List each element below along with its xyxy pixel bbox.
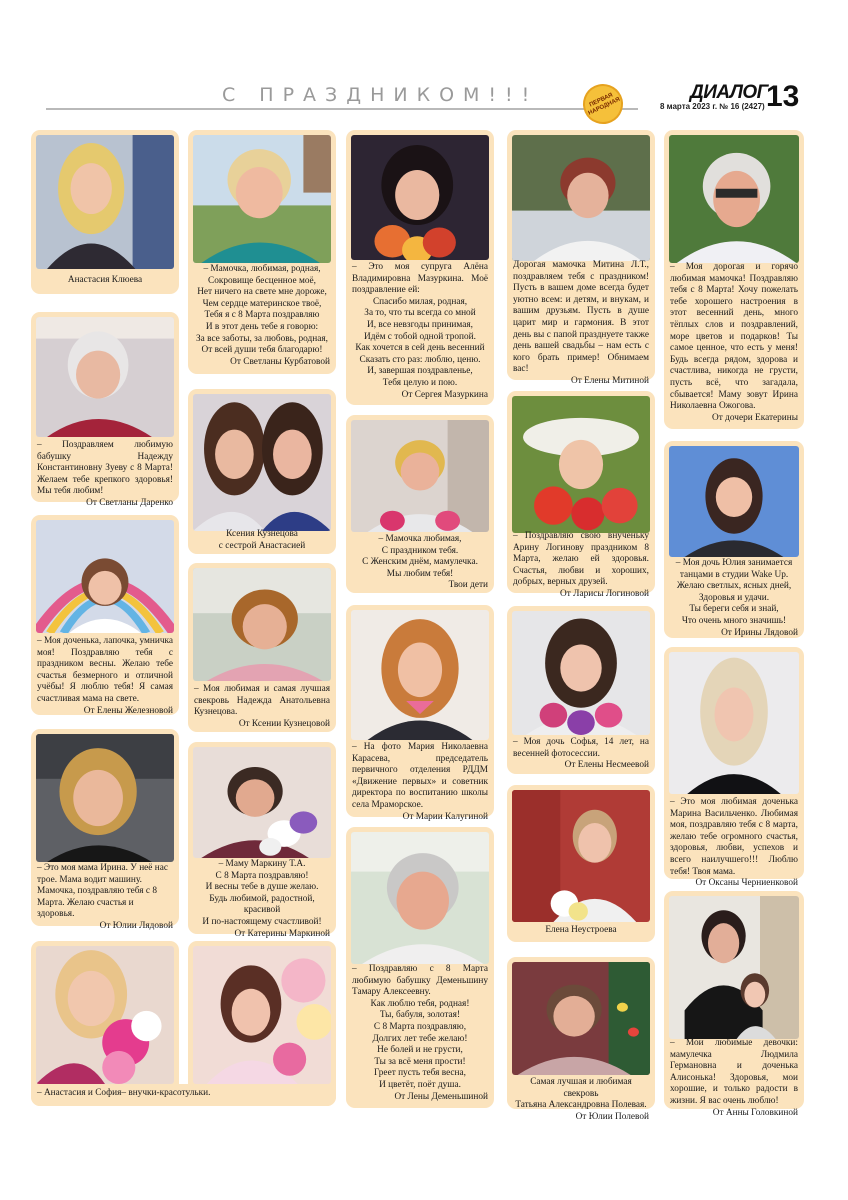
- portrait-photo: [512, 396, 650, 533]
- greeting-poem: – Мамочка, любимая, родная, Сокровище бесценное моё, Нет ничего на свете мне дороже, Чем сердце материнское твоё, Тебя я с 8 Марта поздравляю И в этот день тебе я говорю: За все заботы, за любовь, родная, От всей души тебя благодарю!: [196, 264, 328, 356]
- issue-date: 8 марта 2023 г. № 16 (2427): [660, 102, 765, 111]
- portrait-photo: [512, 611, 650, 735]
- greeting-card: [188, 130, 336, 374]
- greeting-signature: От Ларисы Логиновой: [560, 588, 649, 599]
- portrait-photo: [512, 135, 650, 261]
- caption-strip: [31, 1084, 336, 1106]
- greeting-poem: – Маму Маркину Т.А. С 8 Марта поздравляю! И весны тебе в душе желаю. Будь любимой, радостной, красивой И по-настоящему счастливой!: [202, 859, 322, 927]
- greeting-text: – Это моя любимая доченька Марина Васильченко. Любимая моя, поздравляю тебя с 8 марта, желаю тебе огромного счастья, здоровья, любви, успехов и всего наилучшего!!! Люблю тебя! Твоя мама.: [670, 797, 798, 877]
- portrait-photo: [512, 962, 650, 1075]
- greeting-signature: От Елены Несмеевой: [564, 760, 649, 771]
- greeting-text: – Моя дочь Софья, 14 лет, на весенней фотосессии.: [513, 737, 649, 759]
- greeting-card: [188, 742, 336, 939]
- greeting-card: [346, 130, 494, 405]
- greeting-card: [507, 391, 655, 599]
- newspaper-badge-logo: [576, 77, 629, 130]
- greeting-card: [346, 605, 494, 822]
- portrait-photo: [193, 394, 331, 531]
- greeting-text: – На фото Мария Николаевна Карасева, председатель первичного отделения РДДМ «Движение первых» и советник директора по воспитанию школы села Мраморское.: [352, 742, 488, 810]
- greeting-signature: От Юлии Полевой: [575, 1111, 649, 1122]
- greeting-card: [664, 891, 804, 1118]
- portrait-photo: [669, 446, 799, 557]
- greeting-signature: От Оксаны Черниенковой: [695, 878, 798, 889]
- greeting-text: – Мои любимые девочки: мамулечка Людмила Германовна и доченька Алисонька! Здоровья, мои хорошие, и только радости в жизни. Я вас очень люблю!: [670, 1038, 798, 1106]
- section-title: С ПРАЗДНИКОМ!!!: [222, 84, 539, 106]
- newspaper-brand: ДИАЛОГ: [690, 82, 768, 103]
- greeting-signature: От Юлии Лядовой: [99, 920, 173, 931]
- greeting-text: Дорогая мамочка Митина Л.Т., поздравляем тебя с праздником! Пусть в вашем доме всегда будет уютно всем: и детям, и внукам, и вашим друзьям. Пусть в душе царит мир и гармония. В этот день вы с папой празднуете также день вашей свадьбы – нам есть с кого брать пример! Обнимаем вас!: [513, 260, 649, 375]
- greeting-card: [188, 563, 336, 732]
- greeting-signature: От дочери Екатерины: [712, 412, 798, 423]
- greeting-text: – Моя любимая и самая лучшая свекровь Надежда Анатольевна Кузнецова.: [194, 684, 330, 718]
- greeting-poem: Спасибо милая, родная, За то, что ты всегда со мной И, все невзгоды принимая, Идём с тобой одной тропой. Как хочется в сей день весенний Сказать сто раз: люблю, ценю. И, завершая поздравленье, Тебя целую и пою.: [355, 296, 485, 388]
- greeting-card: [31, 515, 179, 715]
- greeting-signature: От Елены Митиной: [571, 375, 649, 386]
- greeting-card: [188, 941, 336, 1106]
- portrait-photo: [351, 135, 489, 260]
- portrait-photo: [193, 747, 331, 858]
- portrait-photo: [351, 420, 489, 532]
- greeting-signature: От Анны Головкиной: [712, 1107, 798, 1118]
- portrait-photo: [36, 520, 174, 633]
- greeting-signature: От Ксении Кузнецовой: [238, 718, 330, 729]
- greeting-card: [31, 312, 179, 508]
- greeting-card: [188, 389, 336, 554]
- greeting-card: [507, 606, 655, 774]
- greeting-text: – Поздравляем любимую бабушку Надежду Константиновну Зуеву с 8 Марта! Желаем тебе крепкого здоровья! Мы тебя любим!: [37, 440, 173, 497]
- greeting-signature: От Светланы Даренко: [86, 497, 173, 508]
- greeting-intro: – Это моя супруга Алёна Владимировна Мазуркина. Моё поздравление ей:: [352, 262, 488, 296]
- portrait-photo: [669, 652, 799, 794]
- greeting-text: – Моя доченька, лапочка, умничка моя! Поздравляю тебя с праздником весны. Желаю тебе счастья безмерного и отличной учёбы! Я люблю тебя! Я самая счастливая мама на свете.: [37, 636, 173, 704]
- greeting-card: [664, 647, 804, 889]
- greeting-signature: От Светланы Курбатовой: [230, 356, 330, 367]
- greeting-card: [31, 130, 179, 294]
- portrait-photo: [193, 946, 331, 1084]
- portrait-photo: [351, 832, 489, 964]
- greeting-card: [507, 957, 655, 1122]
- portrait-photo: [669, 135, 799, 263]
- photo-caption: – Анастасия и София– внучки-красотульки.: [37, 1088, 211, 1098]
- greeting-signature: От Катерины Маркиной: [234, 928, 330, 939]
- greeting-signature: От Сергея Мазуркина: [401, 389, 488, 400]
- greeting-poem: Как люблю тебя, родная! Ты, бабуля, золотая! С 8 Марта поздравляю, Долгих лет тебе желаю! Не болей и не грусти, Ты за всё меня прости! Греет пусть тебя весна, И цветёт, поёт душа.: [370, 998, 470, 1090]
- greeting-poem: – Мамочка любимая, С праздником тебя. С Женским днём, мамулечка. Мы любим тебя!: [362, 534, 478, 579]
- greeting-signature: От Елены Железновой: [83, 705, 173, 716]
- greeting-card: [31, 941, 179, 1106]
- portrait-photo: [36, 317, 174, 437]
- portrait-photo: [351, 610, 489, 740]
- portrait-photo: [193, 568, 331, 681]
- photo-caption: Самая лучшая и любимая свекровь Татьяна Александровна Полевая.: [515, 1077, 647, 1111]
- portrait-photo: [36, 135, 174, 269]
- portrait-photo: [36, 946, 174, 1084]
- greeting-signature: От Ирины Лядовой: [721, 627, 798, 638]
- greeting-card: [664, 130, 804, 429]
- portrait-photo: [193, 135, 331, 263]
- greeting-signature: От Марии Калугиной: [402, 811, 488, 822]
- greeting-signature: Твои дети: [448, 580, 488, 591]
- portrait-photo: [36, 734, 174, 862]
- photo-caption: Ксения Кузнецова с сестрой Анастасией: [218, 529, 306, 551]
- page-number: 13: [766, 80, 800, 113]
- greeting-poem: – Моя дочь Юлия занимается танцами в студии Wake Up. Желаю светлых, ясных дней, Здоровья и удачи. Ты береги себя и знай, Что очень много значишь!: [675, 558, 793, 626]
- greeting-intro: – Поздравляю с 8 Марта любимую бабушку Деменьшину Тамару Алексеевну.: [352, 964, 488, 998]
- page-header: [0, 0, 848, 125]
- portrait-photo: [512, 790, 650, 922]
- greeting-card: [664, 441, 804, 638]
- badge-text: ПЕРВАЯ НАРОДНАЯ: [587, 92, 622, 117]
- photo-caption: Анастасия Клюева: [67, 275, 143, 285]
- greeting-text: – Поздравляю свою внученьку Арину Логинову праздником 8 Марта, желаю ей здоровья. Счастья, любви и хороших, добрых, верных друзей.: [513, 531, 649, 588]
- greeting-card: [507, 130, 655, 386]
- greeting-text: – Это моя мама Ирина. У неё нас трое. Мама водит машину. Мамочка, поздравляю тебя с 8 Марта. Желаю счастья и здоровья.: [37, 863, 168, 920]
- greeting-text: – Моя дорогая и горячо любимая мамочка! Поздравляю тебя с 8 Марта! Хочу пожелать тебе хорошего настроения в этот весенний день, много тёплых слов и поздравлений, море цветов и подарков! Ты самое ценное, что есть у меня! Будь всегда рядом, здорова и счастлива, никогда не грусти, пусть всё, что загадала, сбывается! Маму зовут Ирина Николаевна Ожогова.: [670, 262, 798, 412]
- portrait-photo: [669, 896, 799, 1039]
- header-divider: [46, 108, 638, 110]
- greeting-card: [507, 785, 655, 942]
- greeting-card: [31, 729, 179, 931]
- greeting-card: [346, 827, 494, 1108]
- greeting-signature: От Лены Деменьшиной: [394, 1091, 488, 1102]
- photo-caption: Елена Неустроева: [545, 925, 617, 935]
- greeting-card: [346, 415, 494, 593]
